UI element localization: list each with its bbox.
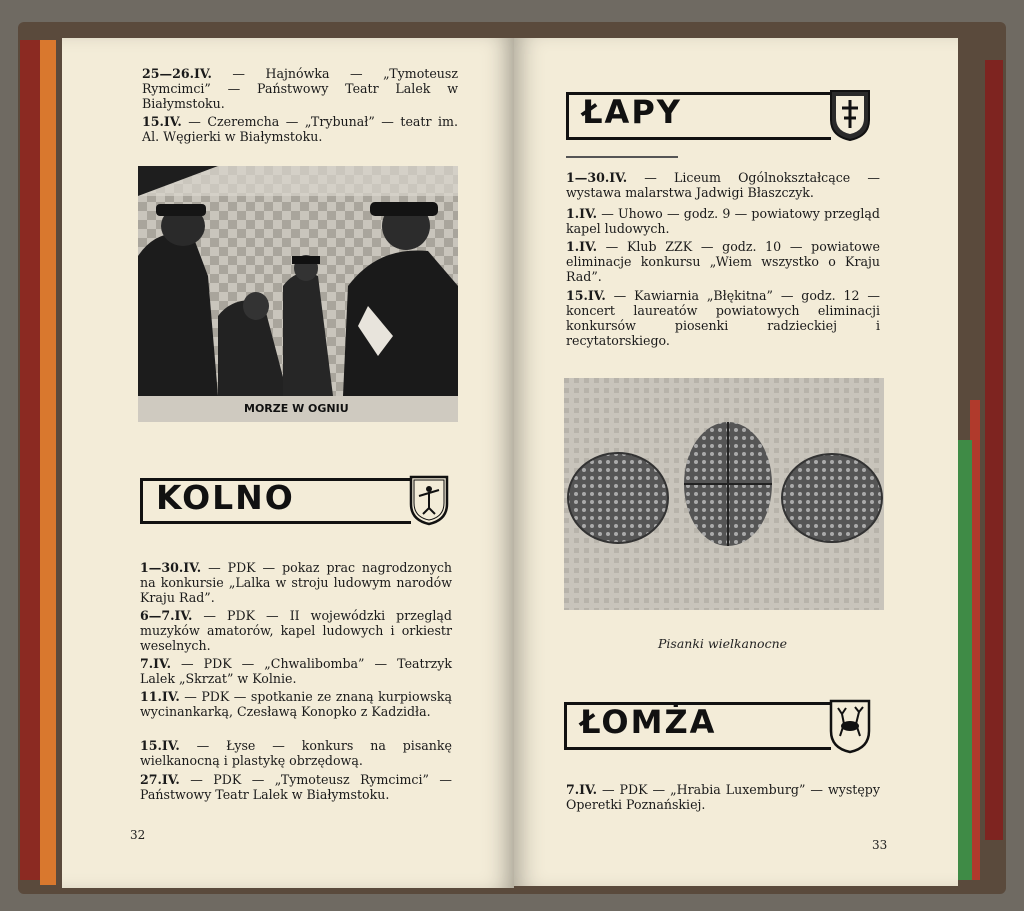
entry-date: 1.IV. [566, 239, 597, 254]
entry-text: — PDK — spotkanie ze znaną kurpiowską wycinankarką, Czesławą Konopko z Kadzidła. [140, 689, 452, 719]
film-poster-photo [138, 166, 458, 422]
poster-title: MORZE W OGNIU [244, 402, 349, 415]
entry-kolno-3 [140, 656, 452, 686]
easter-eggs-photo [564, 378, 884, 610]
rule-line [566, 156, 678, 158]
left-page [62, 38, 514, 888]
entry-date: 27.IV. [140, 772, 180, 787]
town-heading-lomza: ŁOMŻA [580, 703, 717, 741]
town-heading-lapy: ŁAPY [582, 93, 682, 131]
entry-text: — Uhowo — godz. 9 — powiatowy przegląd kapel ludowych. [566, 206, 880, 236]
entry-czeremcha [142, 114, 458, 144]
lapy-crest-icon [828, 88, 872, 142]
entry-text: — Hajnówka — „Tymoteusz Rymcimci” — Państwowy Teatr Lalek w Białymstoku. [142, 66, 458, 111]
entry-date: 1—30.IV. [140, 560, 202, 575]
page-edge-orange [40, 40, 56, 885]
entry-date: 25—26.IV. [142, 66, 212, 81]
entry-kolno-6 [140, 772, 452, 802]
entry-hajnowka [142, 66, 458, 111]
entry-text: — Czeremcha — „Trybunał” — teatr im. Al. Węgierki w Białymstoku. [142, 114, 458, 144]
entry-lomza-1 [566, 782, 880, 812]
entry-kolno-2 [140, 608, 452, 653]
town-heading-kolno: KOLNO [156, 478, 295, 517]
page-number-left: 32 [130, 828, 146, 842]
entry-date: 6—7.IV. [140, 608, 193, 623]
entry-kolno-5 [140, 738, 452, 768]
photo-caption: Pisanki wielkanocne [658, 636, 788, 651]
entry-text: — PDK — „Hrabia Luxemburg” — występy Operetki Poznańskiej. [566, 782, 880, 812]
entry-text: — Klub ZZK — godz. 10 — powiatowe eliminacje konkursu „Wiem wszystko o Kraju Rad”. [566, 239, 880, 284]
cover-edge-right [985, 60, 1003, 840]
right-page [514, 38, 958, 886]
entry-text: — PDK — „Tymoteusz Rymcimci” — Państwowy Teatr Lalek w Białymstoku. [140, 772, 452, 802]
entry-date: 1.IV. [566, 206, 597, 221]
entry-date: 15.IV. [140, 738, 180, 753]
entry-text: — PDK — pokaz prac nagrodzonych na konkursie „Lalka w stroju ludowym narodów Kraju Rad”. [140, 560, 452, 605]
entry-text: — PDK — II wojewódzki przegląd muzyków amatorów, kapel ludowych i orkiestr weselnych. [140, 608, 452, 653]
entry-lapy-3 [566, 239, 880, 284]
entry-date: 15.IV. [566, 288, 606, 303]
page-number-right: 33 [872, 838, 888, 852]
entry-lapy-4 [566, 288, 880, 348]
lomza-crest-icon [828, 698, 872, 754]
entry-text: — Kawiarnia „Błękitna” — godz. 12 — koncert laureatów powiatowych eliminacji konkursów piosenki radzieckiej i recytatorskiego. [566, 288, 880, 348]
entry-date: 11.IV. [140, 689, 180, 704]
entry-kolno-1 [140, 560, 452, 605]
entry-text: — Łyse — konkurs na pisankę wielkanocną i plastykę obrzędową. [140, 738, 452, 768]
entry-text: — PDK — „Chwalibomba” — Teatrzyk Lalek „Skrzat” w Kolnie. [140, 656, 452, 686]
easter-eggs-image [564, 378, 884, 610]
entry-date: 15.IV. [142, 114, 182, 129]
page-edge-green [958, 440, 972, 880]
sailors-photo-image [138, 166, 458, 422]
kolno-crest-icon [408, 474, 450, 526]
entry-kolno-4 [140, 689, 452, 719]
cover-edge-left [20, 40, 42, 880]
entry-lapy-2 [566, 206, 880, 236]
entry-lapy-1 [566, 170, 880, 200]
entry-text: — Liceum Ogólnokształcące — wystawa malarstwa Jadwigi Błaszczyk. [566, 170, 880, 200]
entry-date: 1—30.IV. [566, 170, 628, 185]
entry-date: 7.IV. [566, 782, 597, 797]
entry-date: 7.IV. [140, 656, 171, 671]
